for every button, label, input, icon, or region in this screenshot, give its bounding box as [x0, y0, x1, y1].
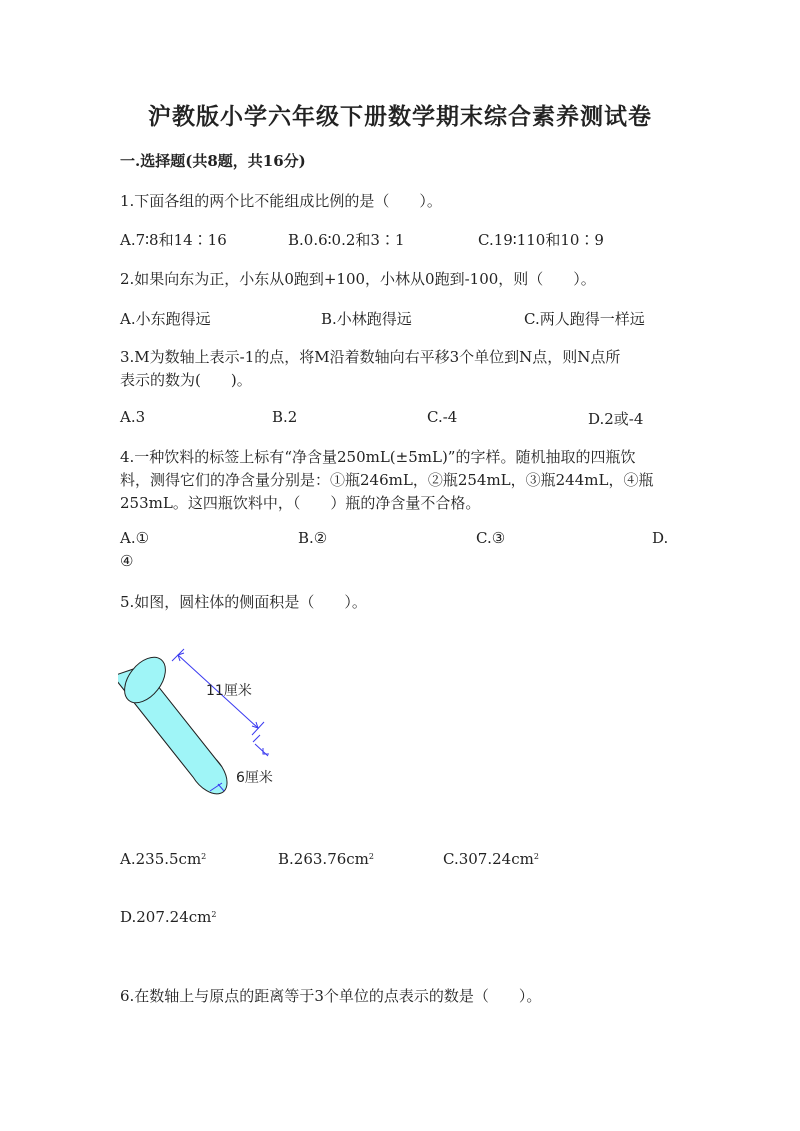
- question-3-text-line-2: 表示的数为( )。: [120, 371, 252, 389]
- question-4-option-a: A.①: [120, 529, 150, 547]
- question-1-option-b: B.0.6∶0.2和3∶1: [288, 231, 405, 249]
- question-4-text-line-1: 4.一种饮料的标签上标有“净含量250mL(±5mL)”的字样。随机抽取的四瓶饮: [120, 448, 636, 466]
- question-5-option-a: $A.235.5cm^2$: [120, 850, 207, 868]
- question-5-text: 5.如图，圆柱体的侧面积是（ ）。: [120, 593, 367, 611]
- question-1-text: 1.下面各组的两个比不能组成比例的是（ ）。: [120, 192, 442, 210]
- section-heading: 一.选择题(共8题，共16分): [120, 152, 306, 170]
- cylinder-figure: [118, 640, 318, 810]
- question-1-option-c: C.19∶110和10∶9: [478, 231, 604, 249]
- question-3-option-d: D.2或-4: [588, 410, 644, 428]
- question-3-option-a: A.3: [120, 408, 146, 426]
- question-6-text: 6.在数轴上与原点的距离等于3个单位的点表示的数是（ ）。: [120, 987, 542, 1005]
- question-4-option-d-wrap: ④: [120, 552, 134, 570]
- diameter-label: 6厘米: [236, 770, 273, 786]
- question-5-option-c: $C.307.24cm^2$: [443, 850, 539, 868]
- question-4-text-line-3: 253mL。这四瓶饮料中，（ ）瓶的净含量不合格。: [120, 494, 481, 512]
- question-5-option-d: $D.207.24cm^2$: [120, 908, 217, 926]
- question-2-text: 2.如果向东为正，小东从0跑到+100，小林从0跑到-100，则（ ）。: [120, 270, 596, 288]
- question-3-option-b: B.2: [272, 408, 298, 426]
- question-2-option-a: A.小东跑得远: [120, 310, 211, 328]
- question-4-text-line-2: 料，测得它们的净含量分别是：①瓶246mL，②瓶254mL，③瓶244mL，④瓶: [120, 471, 654, 489]
- question-1-option-a: A.7∶8和14∶16: [120, 231, 227, 249]
- question-5-option-b: $B.263.76cm^2$: [278, 850, 374, 868]
- question-4-option-b: B.②: [298, 529, 328, 547]
- question-3-text-line-1: 3.M为数轴上表示-1的点，将M沿着数轴向右平移3个单位到N点，则N点所: [120, 348, 621, 366]
- length-label: 11厘米: [206, 683, 252, 699]
- question-3-option-c: C.-4: [427, 408, 458, 426]
- question-4-option-c: C.③: [476, 529, 506, 547]
- question-2-option-c: C.两人跑得一样远: [524, 310, 645, 328]
- question-4-option-d: D.: [652, 529, 669, 547]
- page-title: 沪教版小学六年级下册数学期末综合素养测试卷: [148, 103, 652, 130]
- question-2-option-b: B.小林跑得远: [321, 310, 412, 328]
